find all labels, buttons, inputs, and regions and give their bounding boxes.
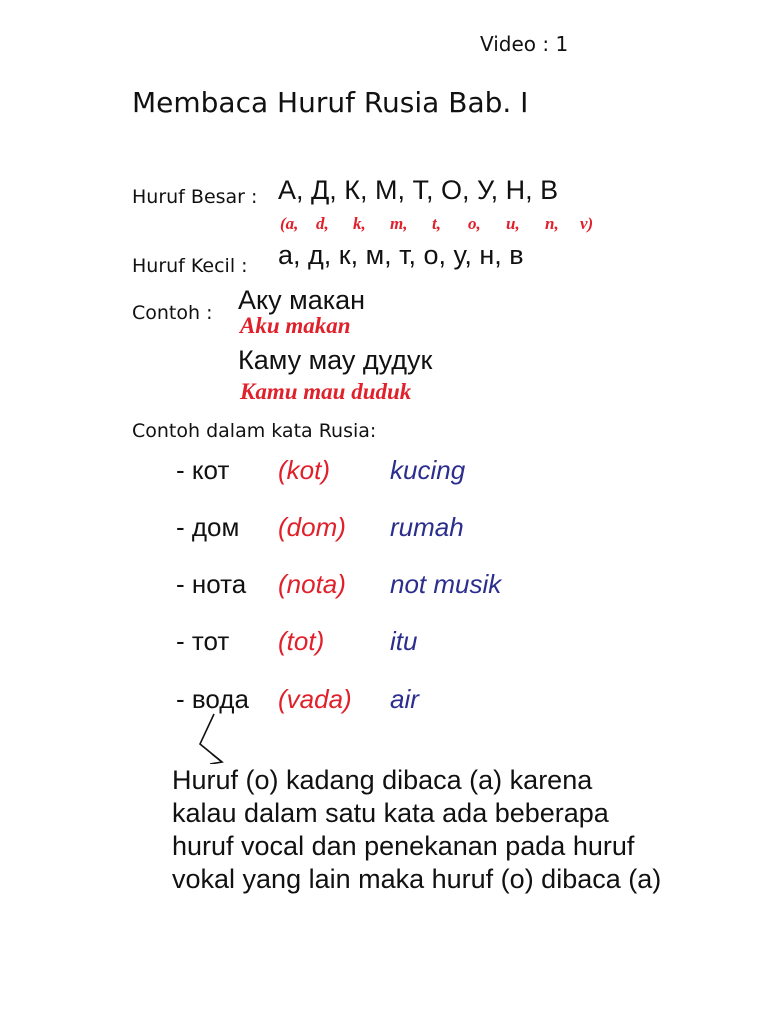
huruf-besar-label: Huruf Besar : bbox=[132, 186, 258, 208]
word-row-5-russian: - вода bbox=[176, 684, 249, 714]
word-row-3-meaning: not musik bbox=[390, 569, 502, 599]
word-row-1-meaning: kucing bbox=[390, 455, 466, 485]
translit-v: v) bbox=[580, 214, 594, 233]
word-row-3-translit: (nota) bbox=[278, 569, 346, 599]
translit-o: o, bbox=[468, 214, 481, 233]
translit-u: u, bbox=[506, 214, 520, 233]
word-row-2-translit: (dom) bbox=[278, 512, 346, 542]
note-line-1: Huruf (o) kadang dibaca (a) karena bbox=[172, 765, 593, 795]
word-row-4-meaning: itu bbox=[390, 626, 418, 656]
video-label: Video : 1 bbox=[480, 32, 569, 56]
word-row-5-meaning: air bbox=[390, 684, 419, 714]
pointer-arrow-icon bbox=[190, 712, 230, 764]
huruf-kecil-label: Huruf Kecil : bbox=[132, 255, 248, 277]
lowercase-letters: а, д, к, м, т, о, у, н, в bbox=[278, 240, 524, 270]
translit-m: m, bbox=[390, 214, 408, 233]
contoh-label: Contoh : bbox=[132, 302, 213, 324]
word-row-1-russian: - кот bbox=[176, 455, 230, 485]
example-2-translit: Kamu mau duduk bbox=[240, 379, 412, 404]
note-line-2: kalau dalam satu kata ada beberapa bbox=[172, 798, 609, 828]
translit-d: d, bbox=[316, 214, 329, 233]
word-row-2-russian: - дом bbox=[176, 512, 240, 542]
translit-n: n, bbox=[545, 214, 559, 233]
example-1-translit: Aku makan bbox=[240, 313, 351, 338]
word-row-1-translit: (kot) bbox=[278, 455, 330, 485]
word-row-3-russian: - нота bbox=[176, 569, 247, 599]
contoh-kata-label: Contoh dalam kata Rusia: bbox=[132, 420, 377, 442]
word-row-4-russian: - тот bbox=[176, 626, 230, 656]
page-title: Membaca Huruf Rusia Bab. I bbox=[132, 86, 529, 119]
word-row-5-translit: (vada) bbox=[278, 684, 352, 714]
pronunciation-note bbox=[172, 764, 752, 896]
word-row-2-meaning: rumah bbox=[390, 512, 464, 542]
uppercase-letters: А, Д, К, М, Т, О, У, Н, В bbox=[278, 175, 559, 205]
translit-t: t, bbox=[432, 214, 441, 233]
word-row-4-translit: (tot) bbox=[278, 626, 325, 656]
translit-k: k, bbox=[353, 214, 366, 233]
note-line-4: vokal yang lain maka huruf (o) dibaca (a) bbox=[172, 864, 662, 894]
example-1-russian: Аку макан bbox=[238, 285, 366, 315]
translit-a: (a, bbox=[280, 214, 299, 233]
example-2-russian: Каму мау дудук bbox=[238, 345, 433, 375]
note-line-3: huruf vocal dan penekanan pada huruf bbox=[172, 831, 635, 861]
